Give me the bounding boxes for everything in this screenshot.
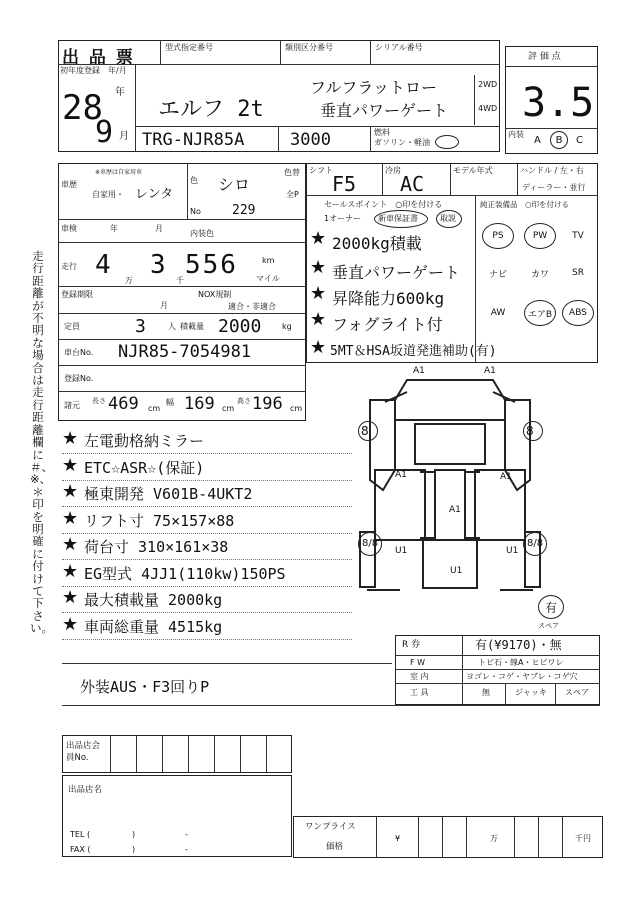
model-code: TRG-NJR85A (142, 130, 245, 150)
mark-8-front-right: 8 (526, 424, 534, 438)
capacity-value: 3 (135, 316, 146, 337)
interior-grade-c: C (576, 135, 583, 146)
width-value: 169 (184, 394, 215, 414)
note-6: EG型式 4JJ1(110kw)150PS (84, 564, 286, 583)
note-star: ★ (62, 613, 79, 635)
equip-0-2: TV (572, 231, 584, 241)
mark-rear-right: 8/8 (527, 538, 544, 549)
equip-1-1: カワ (530, 269, 549, 280)
rental-value: レンタ (135, 187, 174, 202)
first-reg-label: 初年度登録 年/月 (60, 66, 127, 75)
model-name: エルフ 2t (158, 97, 264, 122)
equip-2-0: AW (490, 308, 506, 318)
note-extra: 外装AUS・F3回りP (80, 678, 210, 696)
color-number: 229 (232, 203, 256, 218)
color-value: シロ (218, 175, 251, 194)
note-star: ★ (62, 454, 79, 476)
aircon-value: AC (400, 172, 425, 196)
equip-1-2: SR (572, 268, 584, 278)
page-title: 出 品 票 (62, 48, 135, 68)
equip-title: 純正装備品 ○印を付ける (480, 200, 570, 209)
spare-mark: 有 (538, 595, 564, 619)
body-type-1: フルフラットロー (310, 78, 438, 97)
interior-grade-a: A (534, 135, 541, 146)
mileage-sen: 3 (150, 250, 166, 280)
first-reg-year: 28 (62, 88, 103, 128)
note-star: ★ (62, 428, 79, 449)
side-notice-text: 走行距離が不明な場合は走行距離欄に＃、※、＊印を明確に付けて下さい。 (30, 249, 53, 636)
equip-0-1: PW (524, 223, 556, 249)
mark-rear-left: 8/8 (362, 538, 379, 549)
sales-point-2: 垂直パワーゲート (332, 263, 461, 282)
note-star: ★ (62, 560, 79, 582)
first-reg-month: 9 (95, 115, 114, 150)
chassis-number: NJR85-7054981 (118, 342, 252, 362)
sales-point-3: 昇降能力600kg (332, 289, 445, 308)
note-8: 車両総重量 4515kg (84, 617, 223, 636)
note-1: 左電動格納ミラー (84, 432, 205, 450)
note-star: ★ (62, 534, 79, 555)
nox-options: 適合・非適合 (228, 302, 276, 311)
length-value: 469 (108, 394, 139, 414)
fuel-options: ガソリン・軽油 (374, 138, 430, 147)
note-2: ETC☆ASR☆(保証) (84, 458, 205, 477)
vehicle-diagram (345, 362, 555, 637)
model-cert-label: 型式指定番号 (165, 43, 213, 52)
r-value: 有(¥9170)・無 (475, 638, 562, 652)
mileage-rest: 556 (185, 250, 238, 280)
equip-1-0: ナビ (488, 269, 507, 280)
displacement: 3000 (290, 130, 331, 150)
height-value: 196 (252, 394, 283, 414)
note-5: 荷台寸 310×161×38 (84, 538, 229, 556)
sales-point-4: フォグライト付 (332, 315, 443, 334)
serial-label: シリアル番号 (375, 43, 423, 52)
sales-point-5: 5MT＆HSA坂道発進補助(有) (330, 344, 497, 359)
sales-point-1: 2000kg積載 (332, 234, 422, 253)
note-4: リフト寸 75×157×88 (84, 511, 235, 530)
equip-0-0: PS (482, 223, 514, 249)
score-label: 評 価 点 (528, 52, 561, 62)
equip-2-2: ABS (562, 300, 594, 326)
mark-8-front-left: 8 (361, 424, 369, 438)
spec-table (58, 163, 306, 421)
shift-value: F5 (332, 172, 357, 196)
equip-2-1: エアB (524, 300, 556, 326)
mileage-man: 4 (95, 250, 111, 280)
category-label: 類別区分番号 (285, 43, 333, 52)
note-star: ★ (62, 481, 79, 502)
sales-title: セールスポイント ○印を付ける (324, 200, 443, 209)
interior-grade-b: B (550, 131, 568, 149)
score-value: 3.5 (522, 80, 595, 126)
note-3: 極東開発 V601B-4UKT2 (84, 485, 253, 503)
fuel-circle (435, 135, 459, 149)
body-type-2: 垂直パワーゲート (320, 101, 449, 120)
drive-4wd: 4WD (478, 104, 498, 113)
load-value: 2000 (218, 316, 262, 337)
note-7: 最大積載量 2000kg (84, 591, 223, 609)
note-star: ★ (62, 507, 79, 529)
drive-2wd: 2WD (478, 80, 498, 89)
note-star: ★ (62, 587, 79, 608)
